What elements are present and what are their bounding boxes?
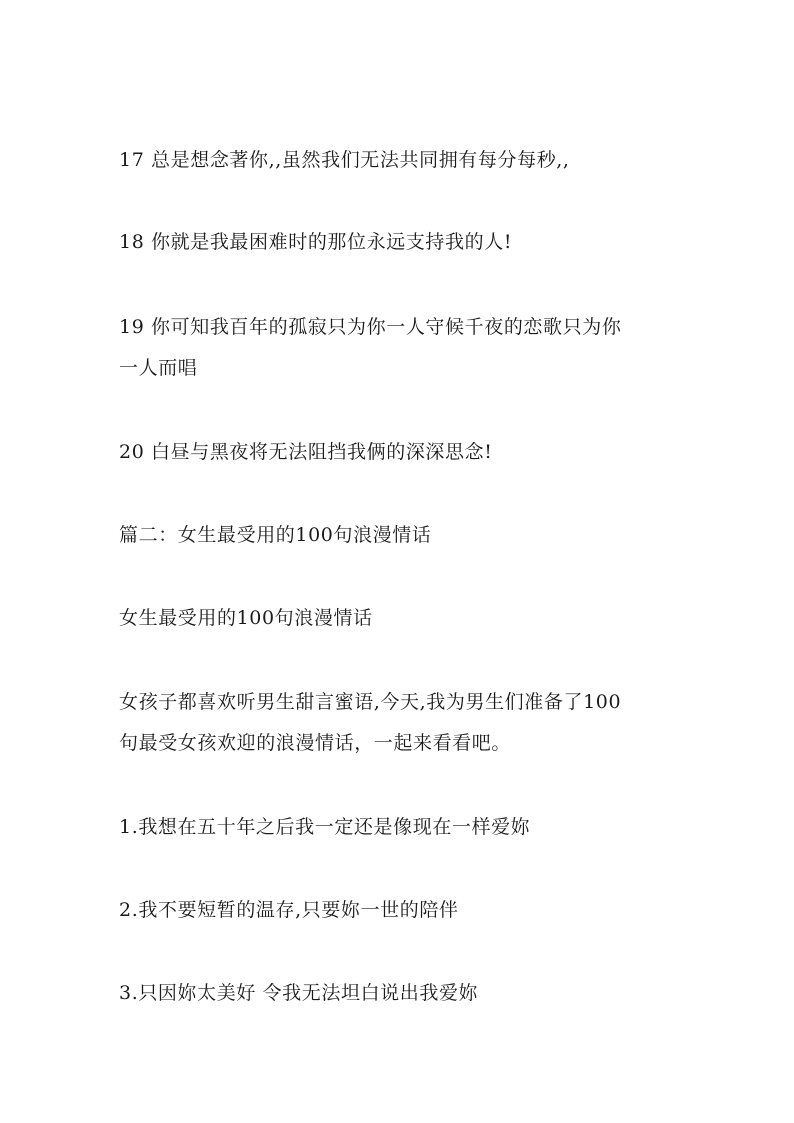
list-item-2: 2.我不要短暂的温存,只要妳一世的陪伴 xyxy=(119,899,459,921)
intro-line-1: 女孩子都喜欢听男生甜言蜜语,今天,我为男生们准备了100 xyxy=(119,691,622,713)
paragraph-18: 18 你就是我最困难时的那位永远支持我的人! xyxy=(119,231,513,253)
article-title: 女生最受用的100句浪漫情话 xyxy=(119,607,373,629)
paragraph-19-line-1: 19 你可知我百年的孤寂只为你一人守候千夜的恋歌只为你 xyxy=(119,316,622,338)
list-item-3: 3.只因妳太美好 令我无法坦白说出我爱妳 xyxy=(119,982,479,1004)
paragraph-20: 20 白昼与黑夜将无法阻挡我俩的深深思念! xyxy=(119,441,493,463)
section-heading: 篇二：女生最受用的100句浪漫情话 xyxy=(119,524,432,546)
paragraph-19-line-2: 一人而唱 xyxy=(119,357,198,379)
intro-line-2: 句最受女孩欢迎的浪漫情话，一起来看看吧。 xyxy=(119,732,512,754)
list-item-1: 1.我想在五十年之后我一定还是像现在一样爱妳 xyxy=(119,816,531,838)
paragraph-17: 17 总是想念著你,,虽然我们无法共同拥有每分每秒,, xyxy=(119,149,570,171)
